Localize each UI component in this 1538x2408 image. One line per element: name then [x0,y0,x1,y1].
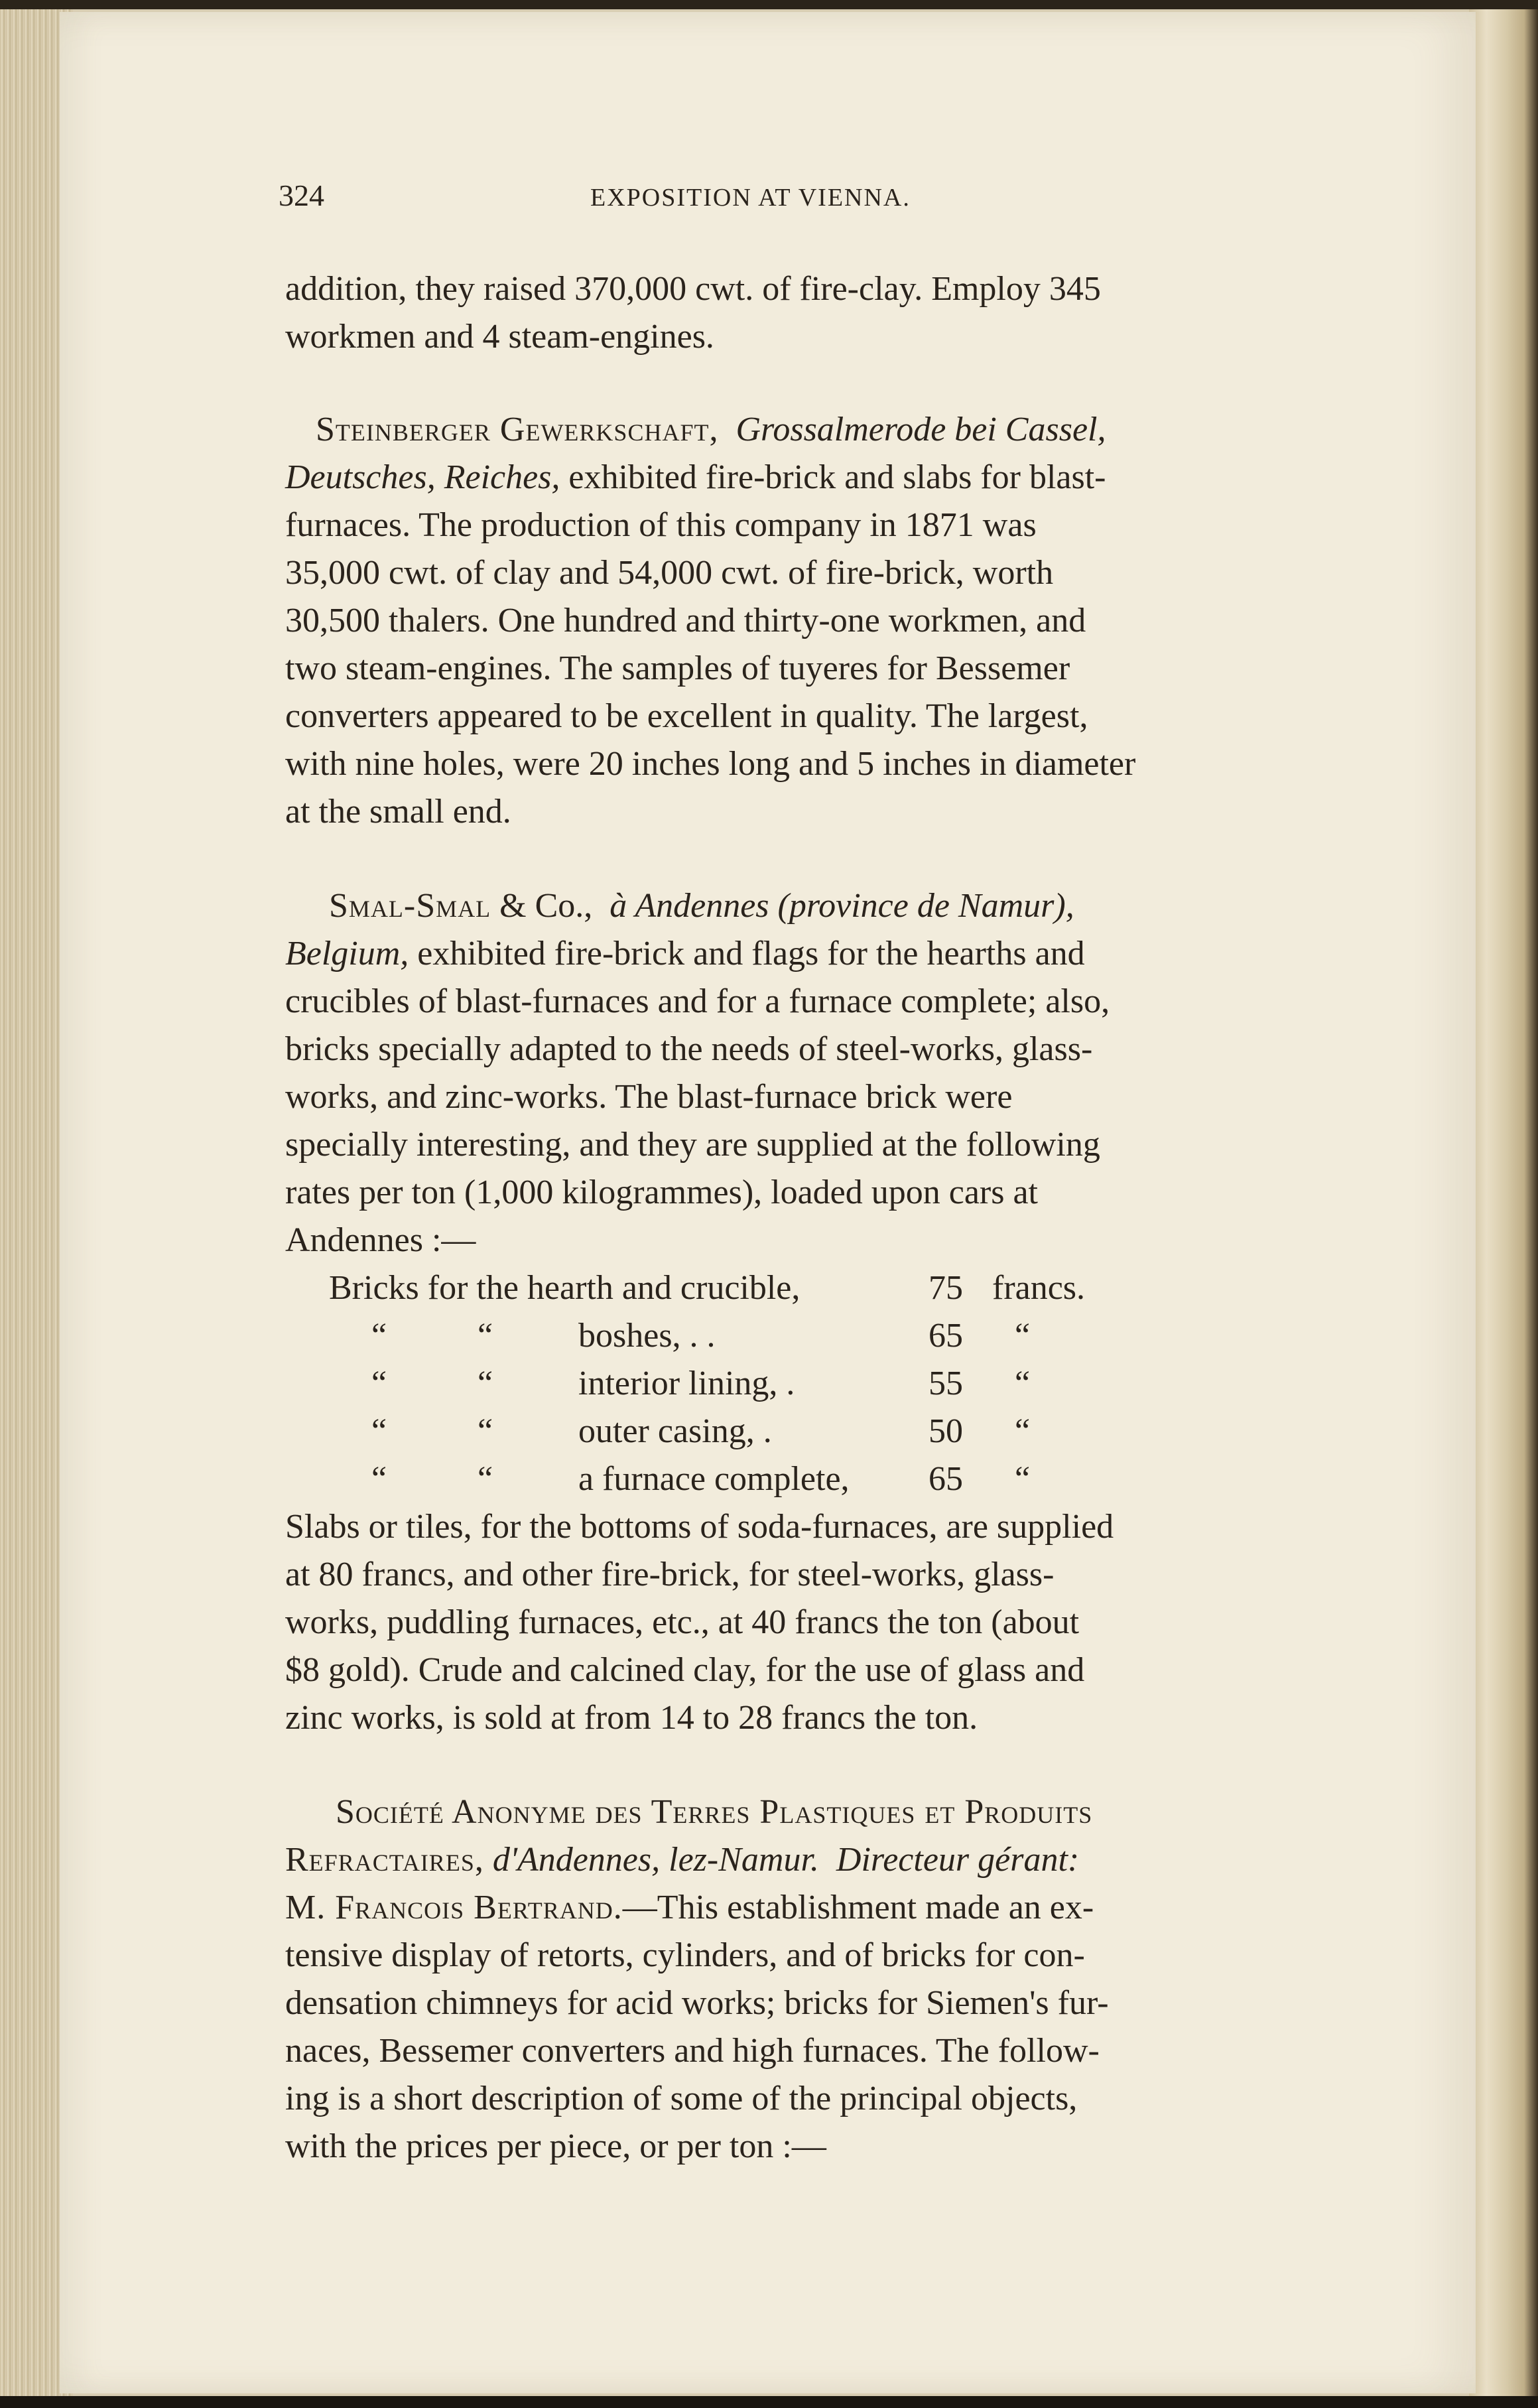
para3-line2: Belgium, exhibited fire-brick and flags for the hearths and [285,935,1085,972]
para1-line2: workmen and 4 steam-engines. [285,318,714,356]
para5-line8: with the prices per piece, or per ton :— [285,2127,826,2165]
para4-line4: $8 gold). Crude and calcined clay, for the use of glass and [285,1651,1085,1689]
page-stack-right [1469,0,1538,2408]
price-value: 55 [929,1365,963,1402]
para5-line2: Refractaires, d'Andennes, lez-Namur. Directeur gérant: [285,1841,1080,1879]
para4-line5: zinc works, is sold at from 14 to 28 francs the ton. [285,1699,978,1737]
exhibitor-place: à Andennes (province de Namur), [609,887,1074,925]
exhibitor-name: Société Anonyme des Terres Plastiques et Produits [336,1793,1093,1831]
para5-line7: ing is a short description of some of the principal objects, [285,2080,1078,2117]
para3-line1: Smal-Smal & Co., à Andennes (province de Namur), [329,887,1074,925]
exhibitor-name: Steinberger Gewerkschaft, [316,411,719,448]
para5-line3: M. Francois Bertrand.—This establishment made an ex- [285,1889,1094,1926]
para2-line8: with nine holes, were 20 inches long and 5 inches in diameter [285,745,1136,783]
para4-line3: works, puddling furnaces, etc., at 40 francs the ton (about [285,1603,1080,1641]
para1-line1: addition, they raised 370,000 cwt. of fire-clay. Employ 345 [285,270,1101,308]
price-value: 65 [929,1317,963,1355]
para2-line7: converters appeared to be excellent in quality. The largest, [285,697,1088,735]
para2-line1 [316,406,1106,454]
top-border [0,0,1538,9]
para2-line4: 35,000 cwt. of clay and 54,000 cwt. of fire-brick, worth [285,554,1054,592]
para5-line5: densation chimneys for acid works; bricks for Siemen's fur- [285,1984,1109,2022]
para4-line1: Slabs or tiles, for the bottoms of soda-furnaces, are supplied [285,1508,1114,1546]
exhibitor-name: Smal-Smal [329,887,491,925]
running-title: EXPOSITION AT VIENNA. [590,184,911,212]
page-number: 324 [279,178,324,212]
para2-line9: at the small end. [285,793,511,831]
para5-line4: tensive display of retorts, cylinders, and of bricks for con- [285,1936,1085,1974]
para2-line3: furnaces. The production of this company in 1871 was [285,506,1037,544]
price-row-first: Bricks for the hearth and crucible, 75 francs. [329,1264,800,1312]
price-value: 65 [929,1460,963,1498]
director-name: M. Francois Bertrand. [285,1889,623,1926]
price-value: 75 [929,1269,963,1307]
para3-line8: Andennes :— [285,1221,476,1259]
para5-line6: naces, Bessemer converters and high furnaces. The follow- [285,2032,1100,2070]
exhibitor-place: Grossalmerode bei Cassel, [736,411,1106,448]
exhibitor-place: d'Andennes, lez-Namur. [492,1841,819,1879]
para2-line5: 30,500 thalers. One hundred and thirty-one workmen, and [285,602,1086,639]
para4-line2: at 80 francs, and other fire-brick, for steel-works, glass- [285,1556,1055,1593]
para2-line6: two steam-engines. The samples of tuyeres for Bessemer [285,649,1070,687]
bottom-border [0,2396,1538,2408]
para3-line7: rates per ton (1,000 kilogrammes), loaded upon cars at [285,1173,1038,1211]
para3-line4: bricks specially adapted to the needs of steel-works, glass- [285,1030,1093,1068]
para2-line2: Deutsches, Reiches, exhibited fire-brick and slabs for blast- [285,458,1106,496]
para3-line6: specially interesting, and they are supplied at the following [285,1126,1100,1164]
price-value: 50 [929,1412,963,1450]
para3-line3: crucibles of blast-furnaces and for a furnace complete; also, [285,982,1110,1020]
para3-line5: works, and zinc-works. The blast-furnace brick were [285,1078,1013,1116]
